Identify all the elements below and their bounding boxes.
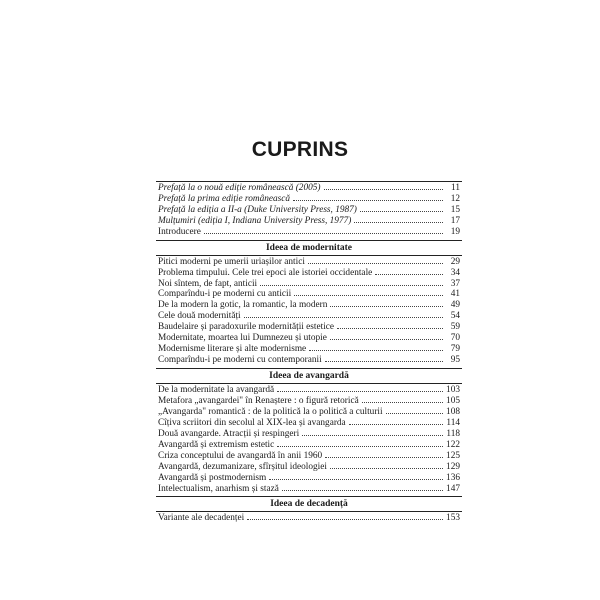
toc-entry-title: Mulțumiri (ediția I, Indiana University Press, 1977): [158, 215, 352, 226]
dot-leader: [302, 428, 443, 436]
dot-leader: [375, 267, 443, 275]
toc-entry-title: Intelectualism, anarhism și stază: [158, 483, 279, 494]
toc-entry-page: 103: [446, 384, 460, 395]
toc-entry-page: 59: [450, 322, 460, 333]
toc-entry: [156, 439, 462, 450]
toc-entry: [156, 310, 462, 321]
toc-entry: [156, 483, 462, 494]
toc-entry-title: Avangardă și extremism estetic: [158, 439, 275, 450]
dot-leader: [325, 354, 443, 362]
toc-entry-title: Metafora „avangardei" în Renaștere : o figură retorică: [158, 395, 359, 406]
toc-entry: [156, 384, 462, 395]
toc-sections: [156, 240, 462, 524]
toc-entry-page: 54: [450, 311, 460, 322]
toc-entry-title: Cele două modernități: [158, 311, 241, 322]
dot-leader: [244, 310, 443, 318]
toc-entry-title: Comparîndu-i pe moderni cu anticii: [158, 289, 292, 300]
toc-entry-title: Baudelaire și paradoxurile modernității estetice: [158, 322, 335, 333]
toc-entry-page: 29: [450, 256, 460, 267]
toc-entry-title: Comparîndu-i pe moderni cu contemporanii: [158, 355, 322, 365]
toc-entry: [156, 472, 462, 483]
toc-entry-page: 108: [446, 406, 460, 417]
toc-entry-page: 129: [446, 461, 460, 472]
toc-entry-title: Avangardă și postmodernism: [158, 472, 267, 483]
dot-leader: [294, 288, 443, 296]
toc-entry: [156, 299, 462, 310]
toc-entry-page: 136: [446, 472, 460, 483]
dot-leader: [293, 193, 443, 201]
toc-entry-title: Criza conceptului de avangardă în anii 1960: [158, 450, 323, 461]
toc-entry-title: De la modern la gotic, la romantic, la modern: [158, 300, 328, 311]
toc-entry-page: 49: [450, 300, 460, 311]
toc-entry-page: 11: [451, 183, 460, 193]
front-matter-list: [156, 181, 462, 237]
toc-entry-page: 34: [450, 267, 460, 278]
dot-leader: [360, 204, 443, 212]
dot-leader: [309, 343, 443, 351]
toc-entry: [156, 354, 462, 365]
toc-entry: [156, 428, 462, 439]
page-title: CUPRINS: [251, 138, 349, 161]
toc-entry: [156, 226, 462, 237]
dot-leader: [277, 384, 443, 392]
toc-entry-page: 15: [450, 204, 460, 215]
section-entries: [156, 511, 462, 523]
toc-entry: [156, 512, 462, 523]
dot-leader: [354, 215, 443, 223]
toc-entry-page: 114: [446, 417, 460, 428]
toc-entry-title: Problema timpului. Cele trei epoci ale istoriei occidentale: [158, 267, 373, 278]
table-of-contents: [156, 181, 462, 523]
toc-entry: [156, 288, 462, 299]
dot-leader: [282, 483, 443, 491]
toc-entry-page: 41: [450, 289, 460, 300]
toc-entry-page: 70: [450, 333, 460, 344]
dot-leader: [362, 395, 443, 403]
toc-entry-page: 153: [446, 513, 460, 524]
toc-entry-title: Pitici moderni pe umerii uriașilor antici: [158, 256, 305, 267]
toc-entry-page: 125: [446, 450, 460, 461]
toc-entry: [156, 406, 462, 417]
dot-leader: [349, 417, 443, 425]
toc-entry: [156, 193, 462, 204]
toc-entry-page: 12: [450, 193, 460, 204]
section-entries: [156, 383, 462, 493]
toc-entry: [156, 321, 462, 332]
dot-leader: [247, 512, 443, 520]
dot-leader: [325, 450, 443, 458]
dot-leader: [386, 406, 443, 414]
dot-leader: [308, 256, 443, 264]
toc-entry: [156, 450, 462, 461]
toc-entry-page: 118: [446, 428, 460, 439]
toc-entry-title: Noi sîntem, de fapt, anticii: [158, 278, 258, 289]
toc-entry-title: Avangardă, dezumanizare, sfîrșitul ideologiei: [158, 461, 327, 472]
dot-leader: [324, 182, 444, 190]
toc-entry-title: Modernitate, moartea lui Dumnezeu și utopie: [158, 333, 327, 344]
toc-entry: [156, 215, 462, 226]
dot-leader: [330, 461, 443, 469]
toc-entry-title: Prefață la prima ediție românească: [158, 193, 291, 204]
toc-entry: [156, 461, 462, 472]
toc-entry: [156, 343, 462, 354]
toc-entry-title: Modernisme literare și alte modernisme: [158, 344, 307, 354]
dot-leader: [277, 439, 443, 447]
dot-leader: [269, 472, 443, 480]
section-heading: Ideea de modernitate: [156, 240, 462, 255]
toc-entry-page: 122: [446, 439, 460, 450]
toc-entry-page: 37: [450, 278, 460, 289]
toc-entry-title: Introducere: [158, 226, 201, 237]
toc-entry-title: „Avangarda" romantică : de la politică la o politică a culturii: [158, 406, 383, 417]
toc-entry-title: Prefață la ediția a II-a (Duke University Press, 1987): [158, 204, 357, 215]
toc-entry-page: 19: [450, 226, 460, 237]
section-heading: Ideea de avangardă: [156, 368, 462, 383]
section-entries: [156, 255, 462, 365]
toc-entry-title: De la modernitate la avangardă: [158, 384, 275, 395]
toc-entry-title: Variante ale decadenței: [158, 513, 245, 524]
toc-entry-title: Două avangarde. Atracții și respingeri: [158, 428, 300, 439]
toc-entry-page: 95: [450, 355, 460, 365]
toc-entry: [156, 395, 462, 406]
dot-leader: [330, 299, 443, 307]
toc-entry: [156, 267, 462, 278]
dot-leader: [337, 321, 443, 329]
dot-leader: [330, 332, 443, 340]
toc-entry-title: Cîțiva scriitori din secolul al XIX-lea și avangarda: [158, 417, 346, 428]
section-heading: Ideea de decadență: [156, 496, 462, 511]
toc-entry: [156, 278, 462, 289]
dot-leader: [204, 226, 443, 234]
toc-entry: [156, 182, 462, 193]
toc-entry: [156, 417, 462, 428]
toc-entry-page: 17: [450, 215, 460, 226]
toc-entry-page: 147: [446, 483, 460, 494]
toc-entry-title: Prefață la o nouă ediție românească (2005): [158, 183, 321, 193]
toc-entry: [156, 256, 462, 267]
toc-entry: [156, 204, 462, 215]
toc-entry: [156, 332, 462, 343]
toc-entry-page: 105: [446, 395, 460, 406]
dot-leader: [260, 278, 443, 286]
toc-entry-page: 79: [450, 344, 460, 354]
